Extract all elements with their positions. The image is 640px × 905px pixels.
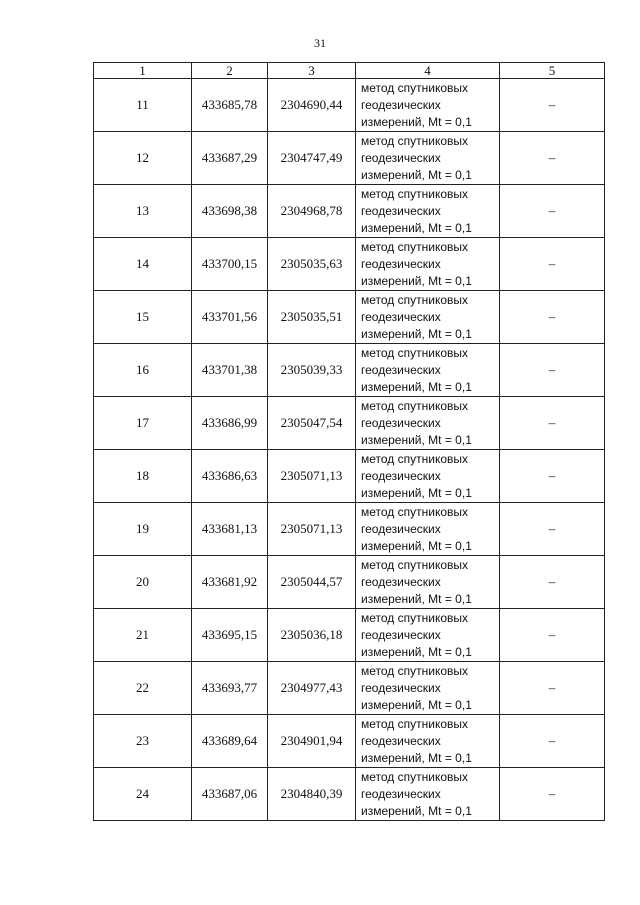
table-body [94, 79, 605, 821]
method-line: метод спутниковых [361, 769, 469, 784]
table-row [94, 768, 605, 821]
point-number-cell: 14 [94, 238, 192, 291]
method-line: измерений, Mt = 0,1 [361, 326, 472, 341]
method-line: метод спутниковых [361, 557, 469, 572]
method-line: измерений, Mt = 0,1 [361, 114, 472, 129]
note-cell: – [500, 450, 605, 503]
method-line: метод спутниковых [361, 663, 469, 678]
y-coordinate-cell: 2305039,33 [268, 344, 356, 397]
method-line: измерений, Mt = 0,1 [361, 750, 472, 765]
method-line: измерений, Mt = 0,1 [361, 485, 472, 500]
method-cell [356, 238, 500, 291]
y-coordinate-cell: 2304747,49 [268, 132, 356, 185]
point-number-cell: 23 [94, 715, 192, 768]
method-line: геодезических [361, 468, 441, 483]
table-row [94, 450, 605, 503]
method-line: метод спутниковых [361, 398, 469, 413]
x-coordinate-cell: 433700,15 [192, 238, 268, 291]
table-row [94, 344, 605, 397]
y-coordinate-cell: 2304901,94 [268, 715, 356, 768]
method-line: метод спутниковых [361, 451, 469, 466]
method-line: метод спутниковых [361, 716, 469, 731]
method-line: метод спутниковых [361, 80, 469, 95]
table-row [94, 79, 605, 132]
method-line: геодезических [361, 521, 441, 536]
x-coordinate-cell: 433685,78 [192, 79, 268, 132]
method-cell [356, 768, 500, 821]
note-cell: – [500, 768, 605, 821]
page-number: 31 [314, 36, 326, 50]
table-row [94, 397, 605, 450]
x-coordinate-cell: 433695,15 [192, 609, 268, 662]
method-line: метод спутниковых [361, 292, 469, 307]
y-coordinate-cell: 2305036,18 [268, 609, 356, 662]
method-cell [356, 662, 500, 715]
point-number-cell: 18 [94, 450, 192, 503]
y-coordinate-cell: 2304968,78 [268, 185, 356, 238]
table-row [94, 185, 605, 238]
note-cell: – [500, 662, 605, 715]
x-coordinate-cell: 433693,77 [192, 662, 268, 715]
y-coordinate-cell: 2305044,57 [268, 556, 356, 609]
point-number-cell: 12 [94, 132, 192, 185]
header-col-3: 3 [268, 63, 356, 79]
x-coordinate-cell: 433698,38 [192, 185, 268, 238]
x-coordinate-cell: 433686,63 [192, 450, 268, 503]
point-number-cell: 13 [94, 185, 192, 238]
method-line: геодезических [361, 733, 441, 748]
note-cell: – [500, 238, 605, 291]
point-number-cell: 17 [94, 397, 192, 450]
method-cell [356, 291, 500, 344]
point-number-cell: 16 [94, 344, 192, 397]
x-coordinate-cell: 433701,56 [192, 291, 268, 344]
note-cell: – [500, 185, 605, 238]
method-line: метод спутниковых [361, 239, 469, 254]
method-line: геодезических [361, 680, 441, 695]
point-number-cell: 19 [94, 503, 192, 556]
method-cell [356, 503, 500, 556]
y-coordinate-cell: 2304840,39 [268, 768, 356, 821]
method-line: геодезических [361, 627, 441, 642]
method-line: геодезических [361, 203, 441, 218]
table-row [94, 609, 605, 662]
method-line: метод спутниковых [361, 133, 469, 148]
method-cell [356, 79, 500, 132]
point-number-cell: 15 [94, 291, 192, 344]
method-line: измерений, Mt = 0,1 [361, 167, 472, 182]
method-line: метод спутниковых [361, 504, 469, 519]
method-cell [356, 556, 500, 609]
note-cell: – [500, 132, 605, 185]
method-cell [356, 715, 500, 768]
note-cell: – [500, 397, 605, 450]
table-row [94, 715, 605, 768]
method-line: метод спутниковых [361, 186, 469, 201]
y-coordinate-cell: 2305071,13 [268, 503, 356, 556]
method-line: измерений, Mt = 0,1 [361, 379, 472, 394]
table-row [94, 238, 605, 291]
y-coordinate-cell: 2305047,54 [268, 397, 356, 450]
method-line: измерений, Mt = 0,1 [361, 538, 472, 553]
y-coordinate-cell: 2304690,44 [268, 79, 356, 132]
header-row [94, 63, 605, 79]
y-coordinate-cell: 2305035,63 [268, 238, 356, 291]
table-row [94, 662, 605, 715]
note-cell: – [500, 291, 605, 344]
point-number-cell: 21 [94, 609, 192, 662]
header-col-2: 2 [192, 63, 268, 79]
method-line: измерений, Mt = 0,1 [361, 644, 472, 659]
y-coordinate-cell: 2304977,43 [268, 662, 356, 715]
x-coordinate-cell: 433687,29 [192, 132, 268, 185]
method-line: геодезических [361, 415, 441, 430]
x-coordinate-cell: 433687,06 [192, 768, 268, 821]
point-number-cell: 11 [94, 79, 192, 132]
method-line: геодезических [361, 97, 441, 112]
method-line: измерений, Mt = 0,1 [361, 591, 472, 606]
note-cell: – [500, 609, 605, 662]
method-line: геодезических [361, 362, 441, 377]
x-coordinate-cell: 433701,38 [192, 344, 268, 397]
x-coordinate-cell: 433681,92 [192, 556, 268, 609]
table-row [94, 132, 605, 185]
method-line: метод спутниковых [361, 610, 469, 625]
method-line: измерений, Mt = 0,1 [361, 220, 472, 235]
method-line: геодезических [361, 574, 441, 589]
method-line: геодезических [361, 309, 441, 324]
method-line: геодезических [361, 150, 441, 165]
x-coordinate-cell: 433686,99 [192, 397, 268, 450]
method-line: геодезических [361, 256, 441, 271]
x-coordinate-cell: 433689,64 [192, 715, 268, 768]
note-cell: – [500, 79, 605, 132]
method-line: измерений, Mt = 0,1 [361, 803, 472, 818]
method-cell [356, 609, 500, 662]
point-number-cell: 22 [94, 662, 192, 715]
header-col-4: 4 [356, 63, 500, 79]
table-header [94, 63, 605, 79]
method-line: измерений, Mt = 0,1 [361, 273, 472, 288]
table-row [94, 503, 605, 556]
method-line: геодезических [361, 786, 441, 801]
point-number-cell: 20 [94, 556, 192, 609]
note-cell: – [500, 344, 605, 397]
note-cell: – [500, 503, 605, 556]
x-coordinate-cell: 433681,13 [192, 503, 268, 556]
method-cell [356, 344, 500, 397]
y-coordinate-cell: 2305071,13 [268, 450, 356, 503]
method-cell [356, 397, 500, 450]
header-col-5: 5 [500, 63, 605, 79]
note-cell: – [500, 715, 605, 768]
coordinates-table [93, 62, 605, 821]
method-line: измерений, Mt = 0,1 [361, 697, 472, 712]
table-row [94, 291, 605, 344]
method-cell [356, 450, 500, 503]
method-line: измерений, Mt = 0,1 [361, 432, 472, 447]
header-col-1: 1 [94, 63, 192, 79]
note-cell: – [500, 556, 605, 609]
y-coordinate-cell: 2305035,51 [268, 291, 356, 344]
method-cell [356, 132, 500, 185]
method-line: метод спутниковых [361, 345, 469, 360]
point-number-cell: 24 [94, 768, 192, 821]
method-cell [356, 185, 500, 238]
table-row [94, 556, 605, 609]
